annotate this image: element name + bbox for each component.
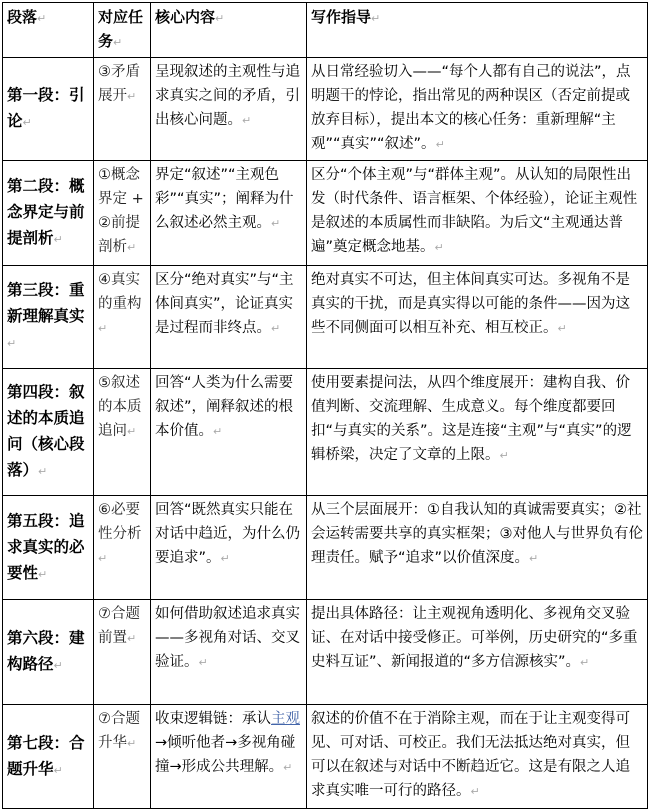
table-row [3, 58, 648, 161]
guide-cell: 使用要素提问法，从四个维度展开：建构自我、价值判断、交流理解、生成意义。每个维度都要回扣“与真实的关系”。这是连接“主观”与“真实”的逻辑桥梁，决定了文章的上限。↵ [307, 369, 648, 496]
paragraph-cell: 第四段：叙述的本质追问（核心段落）↵ [3, 369, 94, 496]
paragraph-cell: 第七段：合题升华↵ [3, 705, 94, 809]
header-guide: 写作指导↵ [307, 3, 648, 58]
paragraph-cell: 第一段：引论↵ [3, 58, 94, 161]
task-cell: ④真实的重构↵ [94, 266, 151, 369]
paragraph-cell: 第三段：重新理解真实↵ [3, 266, 94, 369]
guide-cell: 提出具体路径：让主观视角透明化、多视角交叉验证、在对话中接受修正。可举例，历史研究的“多重史料互证”、新闻报道的“多方信源核实”。↵ [307, 600, 648, 705]
table-row [3, 266, 648, 369]
paragraph-cell: 第五段：追求真实的必要性↵ [3, 496, 94, 600]
content-cell: 呈现叙述的主观性与追求真实之间的矛盾，引出核心问题。↵ [151, 58, 307, 161]
header-content: 核心内容↵ [151, 3, 307, 58]
table-row [3, 161, 648, 266]
guide-cell: 从三个层面展开：①自我认知的真诚需要真实；②社会运转需要共享的真实框架；③对他人与世界负有伦理责任。赋予“追求”以价值深度。↵ [307, 496, 648, 600]
table-row [3, 705, 648, 809]
task-cell: ③矛盾展开↵ [94, 58, 151, 161]
table-row [3, 496, 648, 600]
task-cell: ⑦合题升华↵ [94, 705, 151, 809]
guide-cell: 区分“个体主观”与“群体主观”。从认知的局限性出发（时代条件、语言框架、个体经验），论证主观性是叙述的本质属性而非缺陷。为后文“主观通达普遍”奠定概念地基。↵ [307, 161, 648, 266]
task-cell: ⑤叙述的本质追问↵ [94, 369, 151, 496]
table-row [3, 600, 648, 705]
guide-cell: 从日常经验切入——“每个人都有自己的说法”，点明题干的悖论，指出常见的两种误区（否定前提或放弃目标），提出本文的核心任务：重新理解“主观”“真实”“叙述”。↵ [307, 58, 648, 161]
paragraph-cell: 第二段：概念界定与前提剖析↵ [3, 161, 94, 266]
task-cell: ①概念界定 + ②前提剖析↵ [94, 161, 151, 266]
header-paragraph: 段落↵ [3, 3, 94, 58]
task-cell: ⑥必要性分析↵ [94, 496, 151, 600]
writing-outline-table [2, 2, 648, 809]
guide-cell: 叙述的价值不在于消除主观，而在于让主观变得可见、可对话、可校正。我们无法抵达绝对真实，但可以在叙述与对话中不断趋近它。这是有限之人追求真实唯一可行的路径。↵ [307, 705, 648, 809]
task-cell: ⑦合题前置↵ [94, 600, 151, 705]
content-cell: 如何借助叙述追求真实——多视角对话、交叉验证。↵ [151, 600, 307, 705]
content-cell: 收束逻辑链：承认主观→倾听他者→多视角碰撞→形成公共理解。↵ [151, 705, 307, 809]
content-cell: 回答“人类为什么需要叙述”，阐释叙述的根本价值。↵ [151, 369, 307, 496]
highlighted-term: 主观 [271, 711, 300, 727]
header-task: 对应任务↵ [94, 3, 151, 58]
content-cell: 界定“叙述”“主观色彩”“真实”；阐释为什么叙述必然主观。↵ [151, 161, 307, 266]
content-cell: 回答“既然真实只能在对话中趋近，为什么仍要追求”。↵ [151, 496, 307, 600]
paragraph-cell: 第六段：建构路径↵ [3, 600, 94, 705]
table-row [3, 369, 648, 496]
content-cell: 区分“绝对真实”与“主体间真实”，论证真实是过程而非终点。↵ [151, 266, 307, 369]
table-header-row [3, 3, 648, 58]
guide-cell: 绝对真实不可达，但主体间真实可达。多视角不是真实的干扰，而是真实得以可能的条件——因为这些不同侧面可以相互补充、相互校正。↵ [307, 266, 648, 369]
